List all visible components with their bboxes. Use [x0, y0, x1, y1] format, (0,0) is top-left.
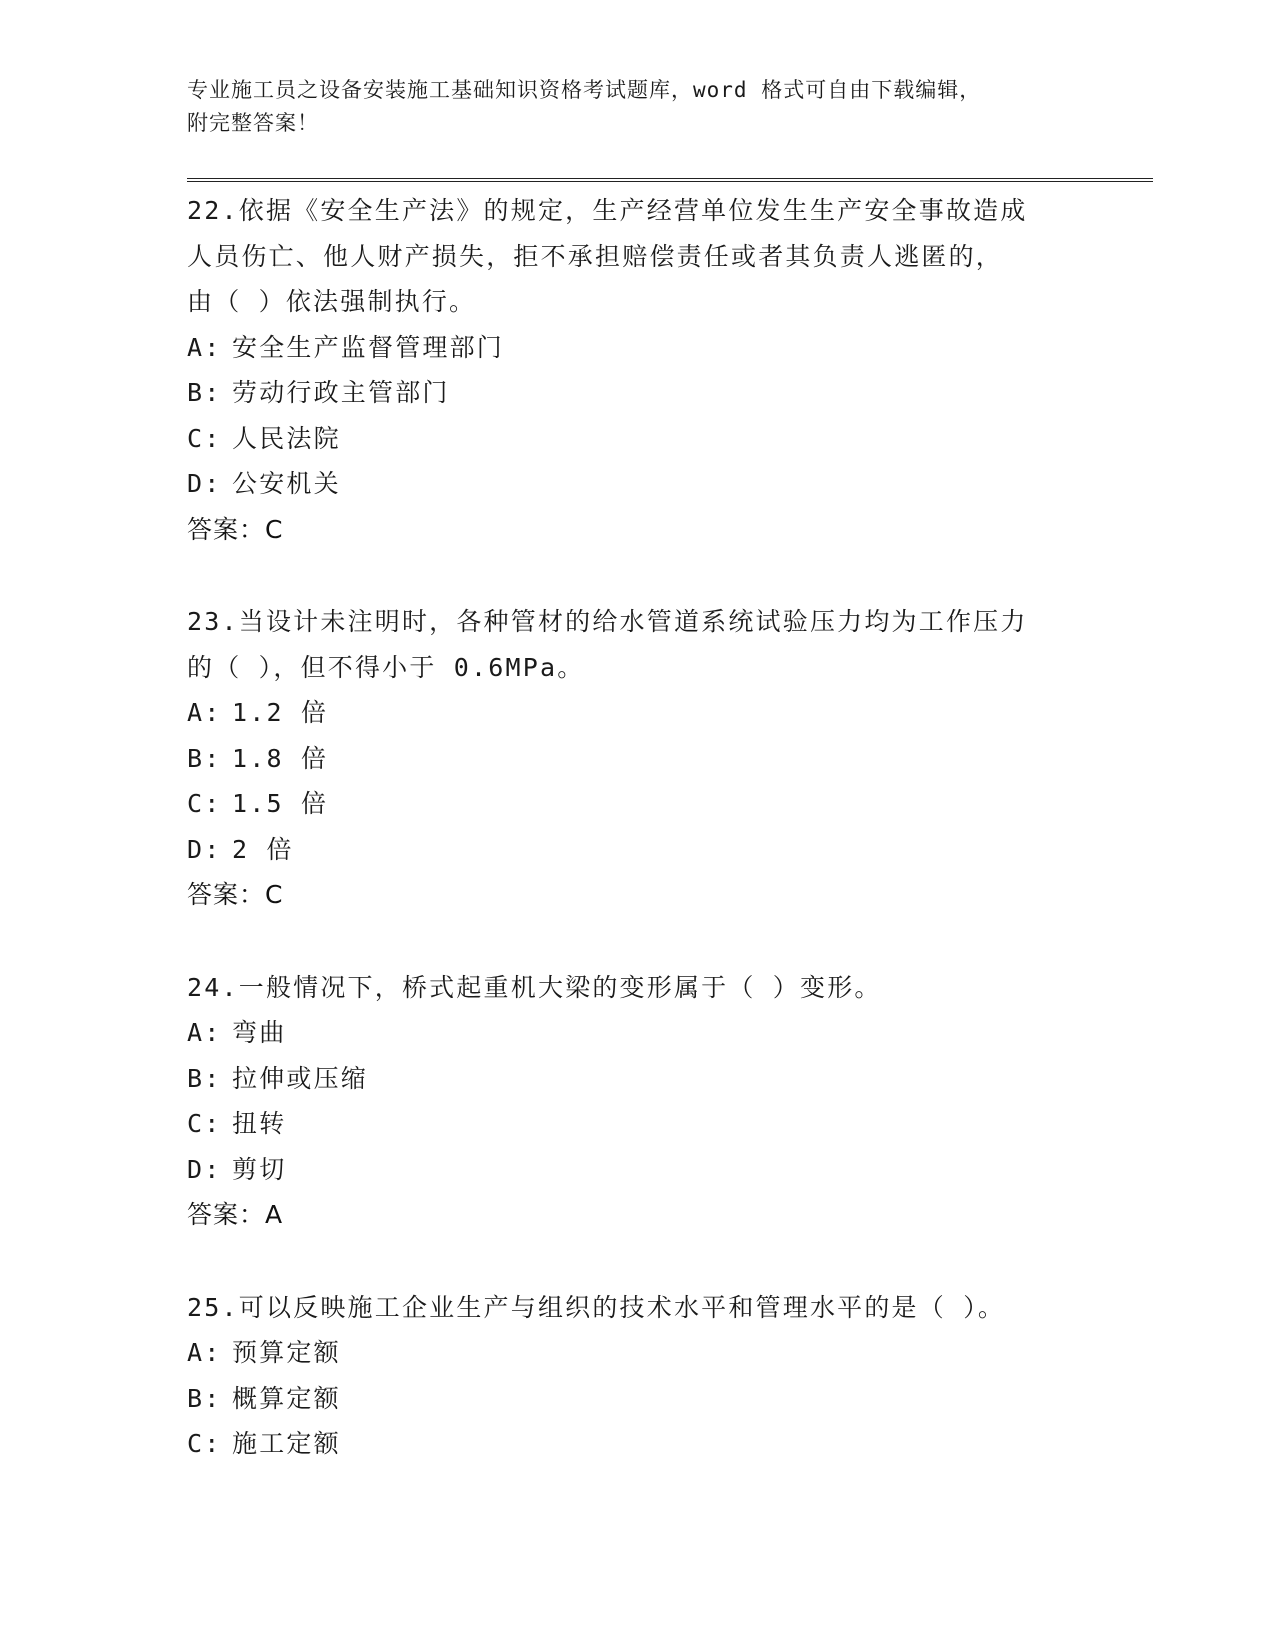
option-letter: A: — [187, 332, 222, 362]
answer-key: 答案：C — [187, 880, 284, 909]
answer-option — [187, 1421, 1087, 1467]
option-letter: B: — [187, 1383, 222, 1413]
option-text: 施工定额 — [232, 1429, 341, 1458]
answer-option — [187, 370, 1087, 416]
answer-key: 答案：C — [187, 514, 284, 544]
answer-option — [187, 325, 1087, 371]
option-letter: D: — [187, 1154, 222, 1184]
question-block — [187, 599, 1087, 918]
option-letter: C: — [187, 423, 222, 453]
answer-option — [187, 827, 1087, 873]
option-text: 概算定额 — [232, 1383, 341, 1413]
question-text-line: 人员伤亡、他人财产损失，拒不承担赔偿责任或者其负责人逃匿的， — [187, 241, 1004, 271]
question-text-line: 25.可以反映施工企业生产与组织的技术水平和管理水平的是（ ）。 — [187, 1292, 1006, 1322]
header-line-2: 附完整答案！ — [187, 111, 319, 135]
option-text: 1.2 倍 — [232, 698, 329, 727]
option-text: 公安机关 — [232, 469, 341, 498]
answer-option — [187, 1101, 1087, 1147]
answer-option — [187, 1056, 1087, 1102]
option-letter: C: — [187, 789, 222, 818]
question-list — [187, 188, 1087, 1514]
question-text-line: 23.当设计未注明时，各种管材的给水管道系统试验压力均为工作压力 — [187, 607, 1028, 636]
question-text-line: 24.一般情况下，桥式起重机大梁的变形属于（ ）变形。 — [187, 972, 882, 1002]
option-text: 1.8 倍 — [232, 743, 329, 773]
question-block — [187, 965, 1087, 1238]
answer-option — [187, 461, 1087, 507]
answer-option — [187, 690, 1087, 736]
question-text-line: 22.依据《安全生产法》的规定，生产经营单位发生生产安全事故造成 — [187, 196, 1028, 225]
option-text: 人民法院 — [232, 423, 341, 453]
answer-key: 答案：A — [187, 1200, 284, 1229]
header-double-rule — [187, 178, 1153, 182]
option-letter: B: — [187, 378, 222, 407]
option-letter: A: — [187, 698, 222, 727]
option-text: 劳动行政主管部门 — [232, 378, 450, 407]
option-letter: A: — [187, 1338, 222, 1367]
document-header — [187, 74, 1067, 140]
answer-option — [187, 1330, 1087, 1376]
option-text: 2 倍 — [232, 834, 294, 864]
option-letter: B: — [187, 743, 222, 773]
question-block — [187, 1285, 1087, 1467]
option-letter: C: — [187, 1109, 222, 1138]
question-block — [187, 188, 1087, 552]
answer-option — [187, 1010, 1087, 1056]
option-text: 1.5 倍 — [232, 789, 329, 818]
option-text: 弯曲 — [232, 1018, 287, 1047]
option-text: 扭转 — [232, 1109, 287, 1138]
option-letter: C: — [187, 1429, 222, 1458]
option-text: 预算定额 — [232, 1338, 341, 1367]
option-text: 剪切 — [232, 1154, 287, 1184]
question-text-line: 由（ ）依法强制执行。 — [187, 287, 477, 316]
option-text: 安全生产监督管理部门 — [232, 332, 505, 362]
answer-option — [187, 1147, 1087, 1193]
question-text-line: 的（ ），但不得小于 0.6MPa。 — [187, 652, 585, 682]
answer-option — [187, 781, 1087, 827]
option-letter: D: — [187, 469, 222, 498]
option-text: 拉伸或压缩 — [232, 1063, 369, 1093]
option-letter: A: — [187, 1018, 222, 1047]
header-line-1: 专业施工员之设备安装施工基础知识资格考试题库，word 格式可自由下载编辑， — [187, 78, 982, 102]
option-letter: B: — [187, 1063, 222, 1093]
answer-option — [187, 736, 1087, 782]
answer-option — [187, 416, 1087, 462]
answer-option — [187, 1376, 1087, 1422]
option-letter: D: — [187, 834, 222, 864]
